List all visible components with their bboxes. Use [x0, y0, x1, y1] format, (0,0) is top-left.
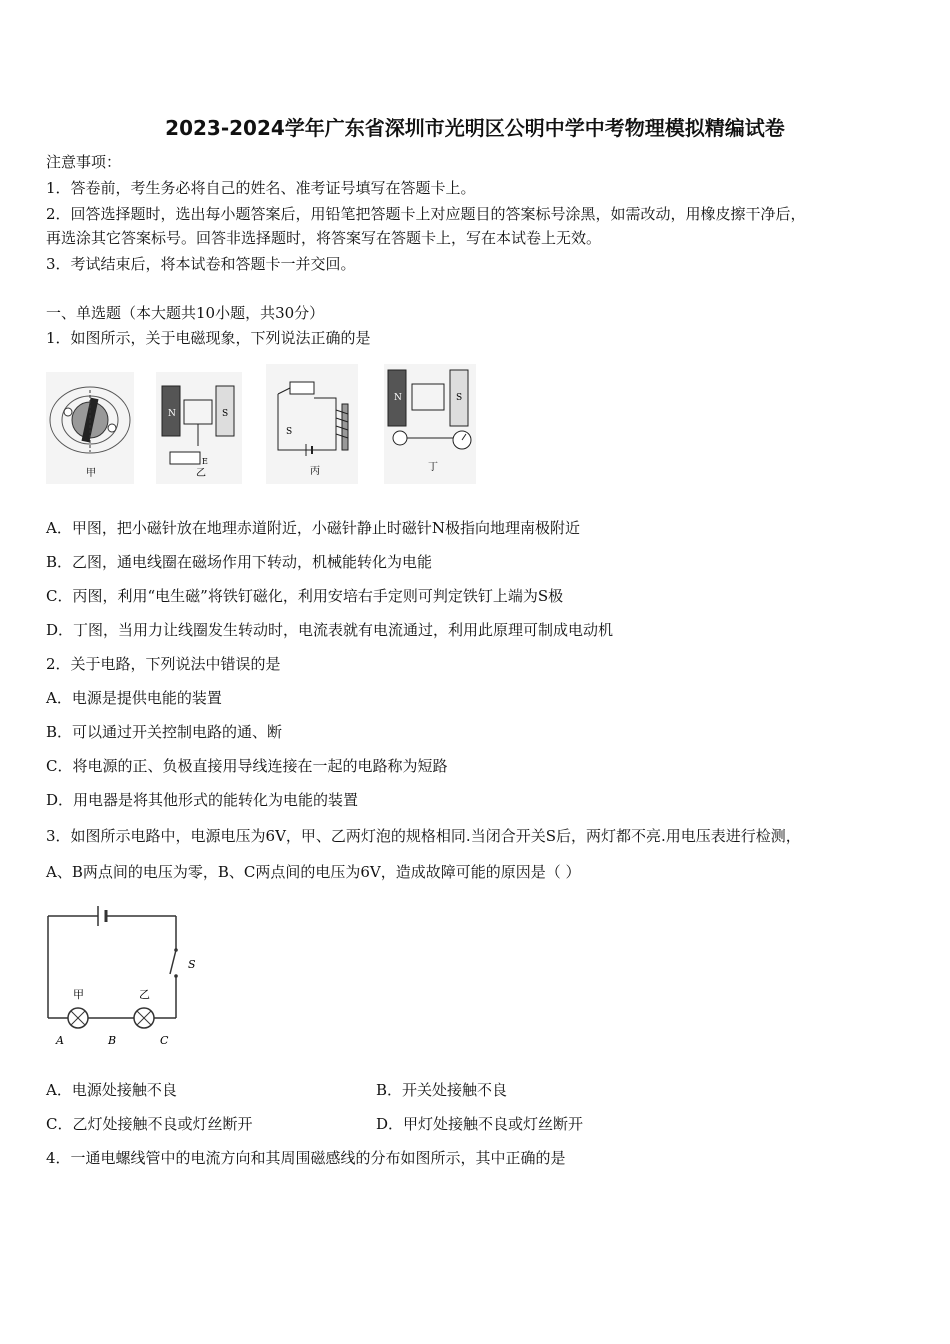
point-label: B [108, 1034, 117, 1047]
question-3-stem: A、B两点间的电压为零，B、C两点间的电压为6V，造成故障可能的原因是（ ） [46, 863, 581, 881]
figure-label: 乙 [196, 468, 206, 479]
question-3-stem: 3．如图所示电路中，电源电压为6V，甲、乙两灯泡的规格相同.当闭合开关S后，两灯都不亮.用电压表进行检测， [46, 827, 801, 845]
question-4-stem: 4．一通电螺线管中的电流方向和其周围磁感线的分布如图所示，其中正确的是 [46, 1149, 566, 1167]
q3-option-c: C．乙灯处接触不良或灯丝断开 [46, 1115, 253, 1133]
notice-item: 1．答卷前，考生务必将自己的姓名、准考证号填写在答题卡上。 [46, 179, 476, 197]
q2-option-c: C．将电源的正、负极直接用导线连接在一起的电路称为短路 [46, 757, 448, 775]
q2-option-b: B．可以通过开关控制电路的通、断 [46, 723, 283, 741]
figure-label: 丙 [310, 466, 320, 477]
q3-option-b: B．开关处接触不良 [376, 1081, 508, 1099]
point-label: C [160, 1034, 169, 1047]
lamp-label: 乙 [139, 988, 150, 1001]
switch-label: S [188, 958, 196, 971]
q1-option-a: A．甲图，把小磁针放在地理赤道附近，小磁针静止时磁针N极指向地理南极附近 [46, 519, 580, 537]
q1-option-d: D．丁图，当用力让线圈发生转动时，电流表就有电流通过，利用此原理可制成电动机 [46, 621, 614, 639]
q3-option-d: D．甲灯处接触不良或灯丝断开 [376, 1115, 584, 1133]
notice-heading: 注意事项： [46, 153, 122, 171]
pole-label: N [394, 393, 402, 403]
q2-option-a: A．电源是提供电能的装置 [46, 689, 222, 707]
figure-label: 甲 [86, 468, 96, 479]
figure-ding [384, 364, 476, 484]
figure-yi [156, 372, 242, 484]
notice-item: 再选涂其它答案标号。回答非选择题时，将答案写在答题卡上，写在本试卷上无效。 [46, 229, 602, 247]
lamp-label: 甲 [73, 988, 84, 1001]
notice-item: 3．考试结束后，将本试卷和答题卡一并交回。 [46, 255, 356, 273]
pole-label: N [168, 409, 176, 419]
pole-label: S [222, 409, 229, 419]
label-e: E [202, 457, 208, 466]
switch-label: S [286, 427, 293, 437]
q3-circuit [40, 892, 210, 1052]
q3-option-a: A．电源处接触不良 [46, 1081, 177, 1099]
figure-jia [46, 372, 134, 484]
notice-item: 2．回答选择题时，选出每小题答案后，用铅笔把答题卡上对应题目的答案标号涂黑，如需改动，用橡皮擦干净后， [46, 205, 806, 223]
figure-bing [266, 364, 358, 484]
figure-label: 丁 [428, 462, 438, 473]
section-heading: 一、单选题（本大题共10小题，共30分） [46, 304, 325, 322]
question-2-stem: 2．关于电路，下列说法中错误的是 [46, 655, 281, 673]
q1-option-b: B．乙图，通电线圈在磁场作用下转动，机械能转化为电能 [46, 553, 433, 571]
q1-option-c: C．丙图，利用“电生磁”将铁钉磁化，利用安培右手定则可判定铁钉上端为S极 [46, 587, 564, 605]
q2-option-d: D．用电器是将其他形式的能转化为电能的装置 [46, 791, 359, 809]
point-label: A [56, 1034, 64, 1047]
pole-label: S [456, 393, 463, 403]
page-title: 2023-2024学年广东省深圳市光明区公明中学中考物理模拟精编试卷 [165, 116, 785, 140]
question-1-stem: 1．如图所示，关于电磁现象，下列说法正确的是 [46, 329, 371, 347]
